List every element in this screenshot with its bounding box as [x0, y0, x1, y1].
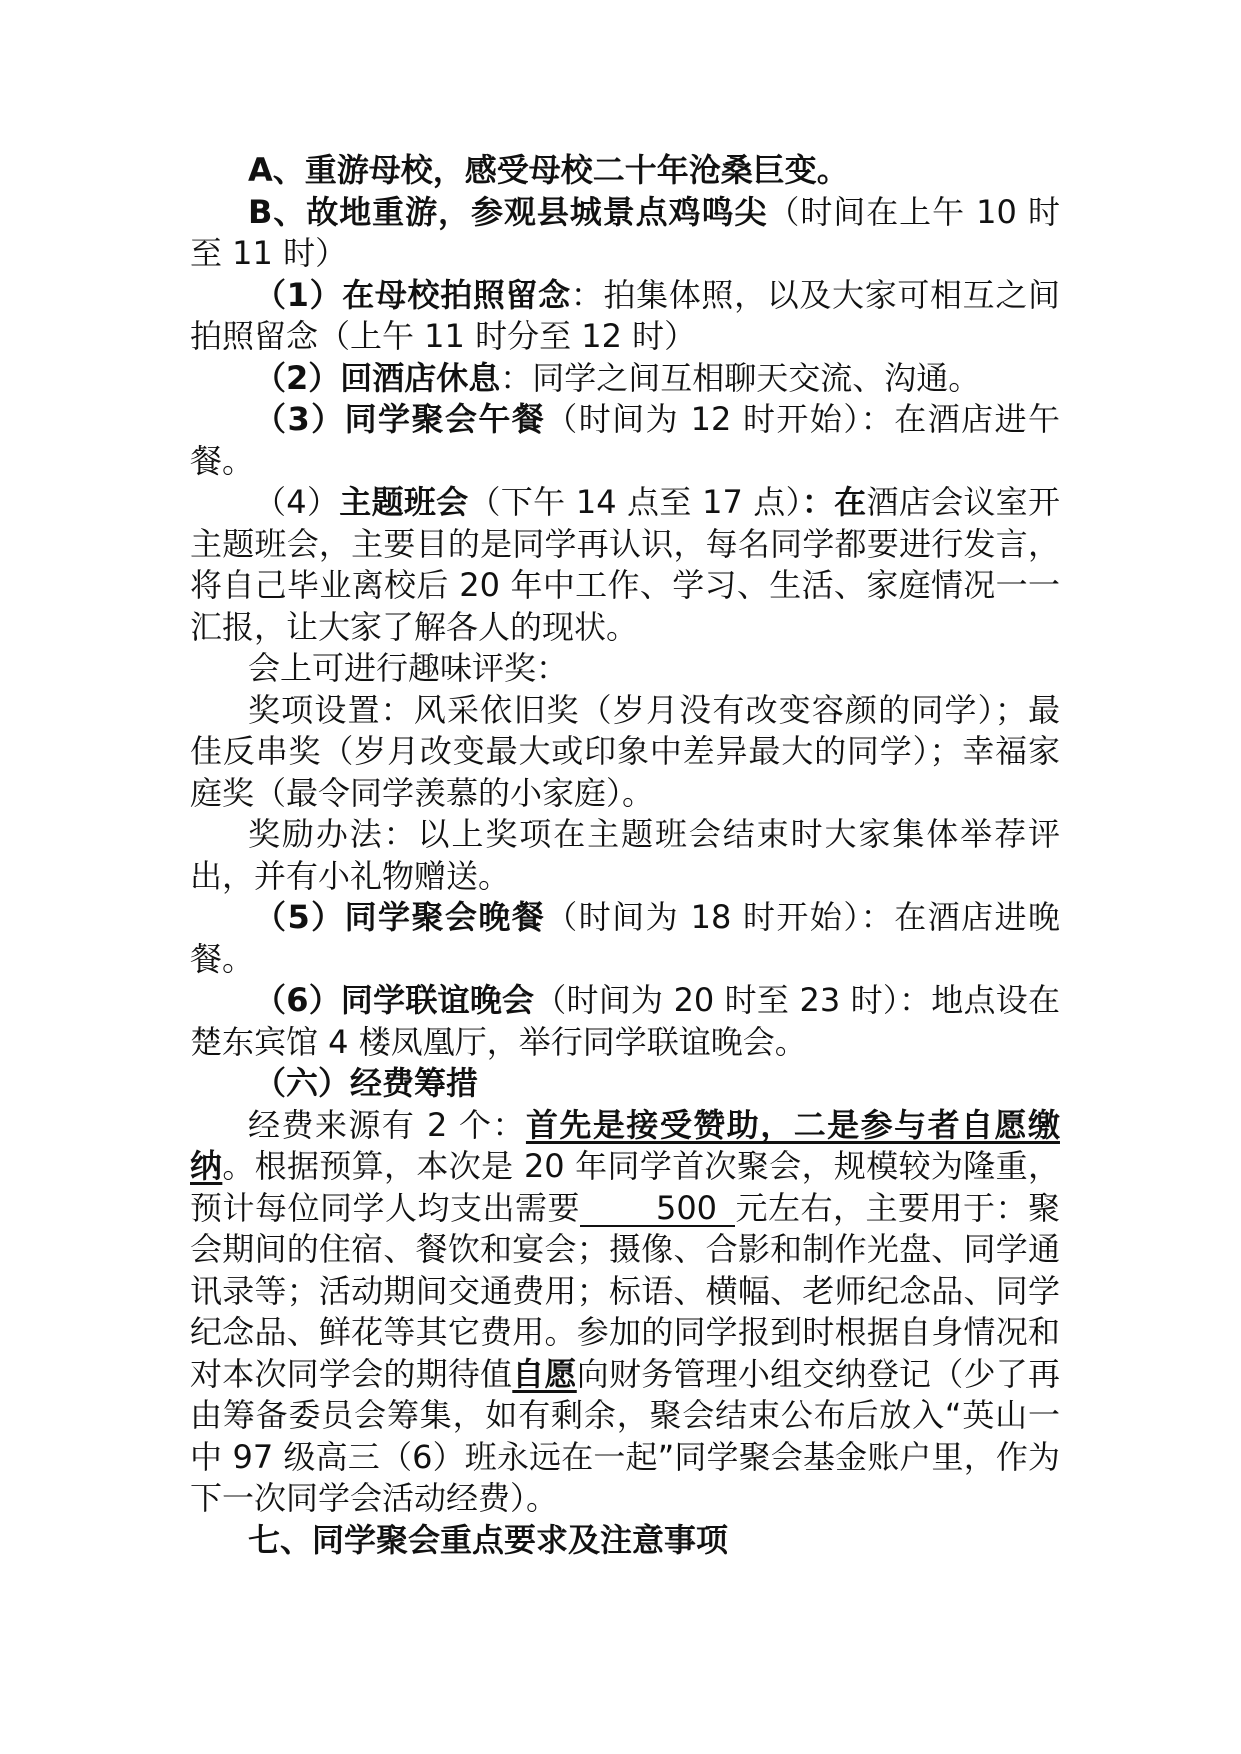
- award-settings-text: 奖项设置：风采依旧奖（岁月没有改变容颜的同学）；最佳反串奖（岁月改变最大或印象中差异最大的同学）；幸福家庭奖（最令同学羡慕的小家庭）。: [190, 690, 1060, 812]
- section-6-heading: [190, 1063, 1060, 1105]
- item-6-head: （6）同学联谊晚会: [254, 981, 535, 1019]
- item-6: [190, 980, 1060, 1063]
- fund-body-2: 元左右，主要用于：聚会期间的住宿、餐饮和宴会；摄像、合影和制作光盘、同学通讯录等；活动期间交通费用；标语、横幅、老师纪念品、同学纪念品、鲜花等其它费用。参加的同学报到时根据自身情况和对本次同学会的期待值: [190, 1188, 1060, 1393]
- item-4-colon: ：在: [801, 483, 867, 521]
- item-a: [190, 150, 1060, 192]
- fund-amount: 500: [580, 1191, 735, 1227]
- item-4-head: 主题班会: [339, 483, 469, 521]
- item-5-head: （5）同学聚会晚餐: [254, 898, 546, 936]
- item-5-body: （时间为 18 时开始）：在酒店进晚餐。: [190, 898, 1060, 978]
- item-1-body: ：拍集体照，以及大家可相互之间拍照留念（上午 11 时分至 12 时）: [190, 275, 1060, 355]
- item-b: [190, 192, 1060, 275]
- fund-voluntary: 自愿: [512, 1354, 577, 1393]
- item-4: [190, 482, 1060, 648]
- document-body: [190, 150, 1060, 1561]
- section-6-title: （六）经费筹措: [254, 1064, 479, 1102]
- item-1-head: （1）在母校拍照留念: [254, 275, 571, 314]
- item-6-body: （时间为 20 时至 23 时）：地点设在楚东宾馆 4 楼凤凰厅，举行同学联谊晚会。: [190, 981, 1060, 1061]
- award-method-text: 奖励办法：以上奖项在主题班会结束时大家集体举荐评出，并有小礼物赠送。: [190, 815, 1060, 895]
- item-a-text: A、重游母校，感受母校二十年沧桑巨变。: [248, 151, 849, 189]
- item-1: [190, 275, 1060, 358]
- item-4-time: （下午 14 点至 17 点）: [468, 483, 802, 521]
- item-b-title: B、故地重游，参观县城景点鸡鸣尖: [248, 192, 768, 231]
- item-2: [190, 358, 1060, 400]
- section-7-title: 七、同学聚会重点要求及注意事项: [248, 1520, 729, 1559]
- item-4-num: （4）: [254, 483, 340, 521]
- fun-award-intro: [190, 648, 1060, 690]
- item-2-body: ：同学之间互相聊天交流、沟通。: [500, 358, 981, 397]
- section-7-heading: [190, 1520, 1060, 1562]
- fund-body-3: 向财务管理小组交纳登记（少了再由筹备委员会筹集，如有剩余，聚会结束公布后放入“英山一中 97 级高三（6）班永远在一起”同学聚会基金账户里，作为下一次同学会活动经费）。: [190, 1354, 1060, 1517]
- fun-award-intro-text: 会上可进行趣味评奖：: [248, 649, 569, 687]
- item-3-body: （时间为 12 时开始）：在酒店进午餐。: [190, 400, 1060, 480]
- item-2-head: （2）回酒店休息: [254, 358, 501, 397]
- fund-sources: 首先是接受赞助，二是参与者自愿缴纳: [190, 1105, 1060, 1185]
- item-b-time: （时间在上午 10 时至 11 时）: [190, 192, 1060, 272]
- award-settings: [190, 690, 1060, 815]
- fund-intro: 经费来源有 2 个：: [248, 1105, 526, 1144]
- fund-body-1: 。根据预算，本次是 20 年同学首次聚会，规模较为隆重，预计每位同学人均支出需要: [190, 1147, 1060, 1227]
- item-3: [190, 399, 1060, 482]
- item-4-body: 酒店会议室开主题班会，主要目的是同学再认识，每名同学都要进行发言，将自己毕业离校后 20 年中工作、学习、生活、家庭情况一一汇报，让大家了解各人的现状。: [190, 483, 1060, 646]
- fund-paragraph: [190, 1105, 1060, 1520]
- item-5: [190, 897, 1060, 980]
- award-method: [190, 814, 1060, 897]
- item-3-head: （3）同学聚会午餐: [254, 400, 546, 438]
